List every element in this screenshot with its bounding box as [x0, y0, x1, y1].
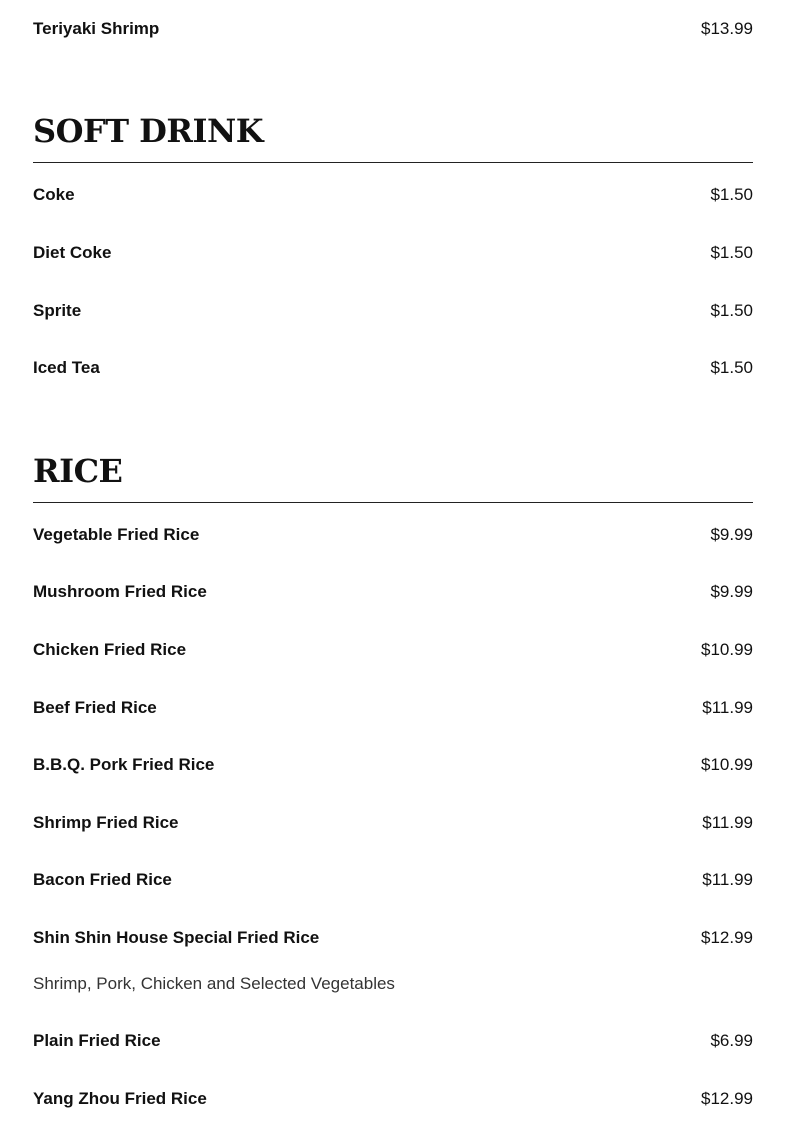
item-name: Coke	[33, 185, 75, 204]
menu-item	[33, 926, 753, 950]
item-name: Vegetable Fried Rice	[33, 525, 200, 544]
item-name: Plain Fried Rice	[33, 1031, 161, 1050]
item-price: $11.99	[702, 698, 753, 717]
item-name: Diet Coke	[33, 243, 112, 262]
item-name: Mushroom Fried Rice	[33, 582, 207, 601]
menu-item	[33, 696, 753, 720]
menu-item	[33, 753, 753, 777]
item-description: Shrimp, Pork, Chicken and Selected Vegetables	[33, 974, 395, 993]
item-price: $1.50	[710, 243, 753, 262]
menu-item	[33, 183, 753, 207]
menu-item	[33, 1087, 753, 1111]
item-price: $1.50	[710, 185, 753, 204]
menu-item	[33, 868, 753, 892]
item-price: $11.99	[702, 813, 753, 832]
menu-item	[33, 356, 753, 380]
section-title-rice: RICE	[33, 452, 123, 490]
item-name: Iced Tea	[33, 358, 100, 377]
item-name: Sprite	[33, 301, 82, 320]
item-name: Teriyaki Shrimp	[33, 19, 160, 38]
item-price: $9.99	[710, 582, 753, 601]
menu-item	[33, 299, 753, 323]
item-price: $13.99	[701, 19, 753, 38]
item-price: $1.50	[710, 358, 753, 377]
item-price: $11.99	[702, 870, 753, 889]
menu-item	[33, 523, 753, 547]
item-price: $10.99	[701, 640, 753, 659]
item-name: Chicken Fried Rice	[33, 640, 187, 659]
item-price: $12.99	[701, 928, 753, 947]
section-title-soft-drink: SOFT DRINK	[33, 112, 264, 150]
section-divider	[33, 162, 753, 163]
item-name: B.B.Q. Pork Fried Rice	[33, 755, 215, 774]
item-price: $6.99	[710, 1031, 753, 1050]
item-price: $1.50	[710, 301, 753, 320]
item-name: Yang Zhou Fried Rice	[33, 1089, 207, 1108]
item-name: Shrimp Fried Rice	[33, 813, 179, 832]
menu-item	[33, 638, 753, 662]
item-name: Shin Shin House Special Fried Rice	[33, 928, 320, 947]
item-price: $10.99	[701, 755, 753, 774]
menu-item	[33, 811, 753, 835]
menu-item	[33, 580, 753, 604]
menu-item	[33, 17, 753, 41]
item-price: $12.99	[701, 1089, 753, 1108]
item-name: Bacon Fried Rice	[33, 870, 172, 889]
item-price: $9.99	[710, 525, 753, 544]
menu-item	[33, 241, 753, 265]
section-divider	[33, 502, 753, 503]
item-name: Beef Fried Rice	[33, 698, 157, 717]
menu-item	[33, 1029, 753, 1053]
